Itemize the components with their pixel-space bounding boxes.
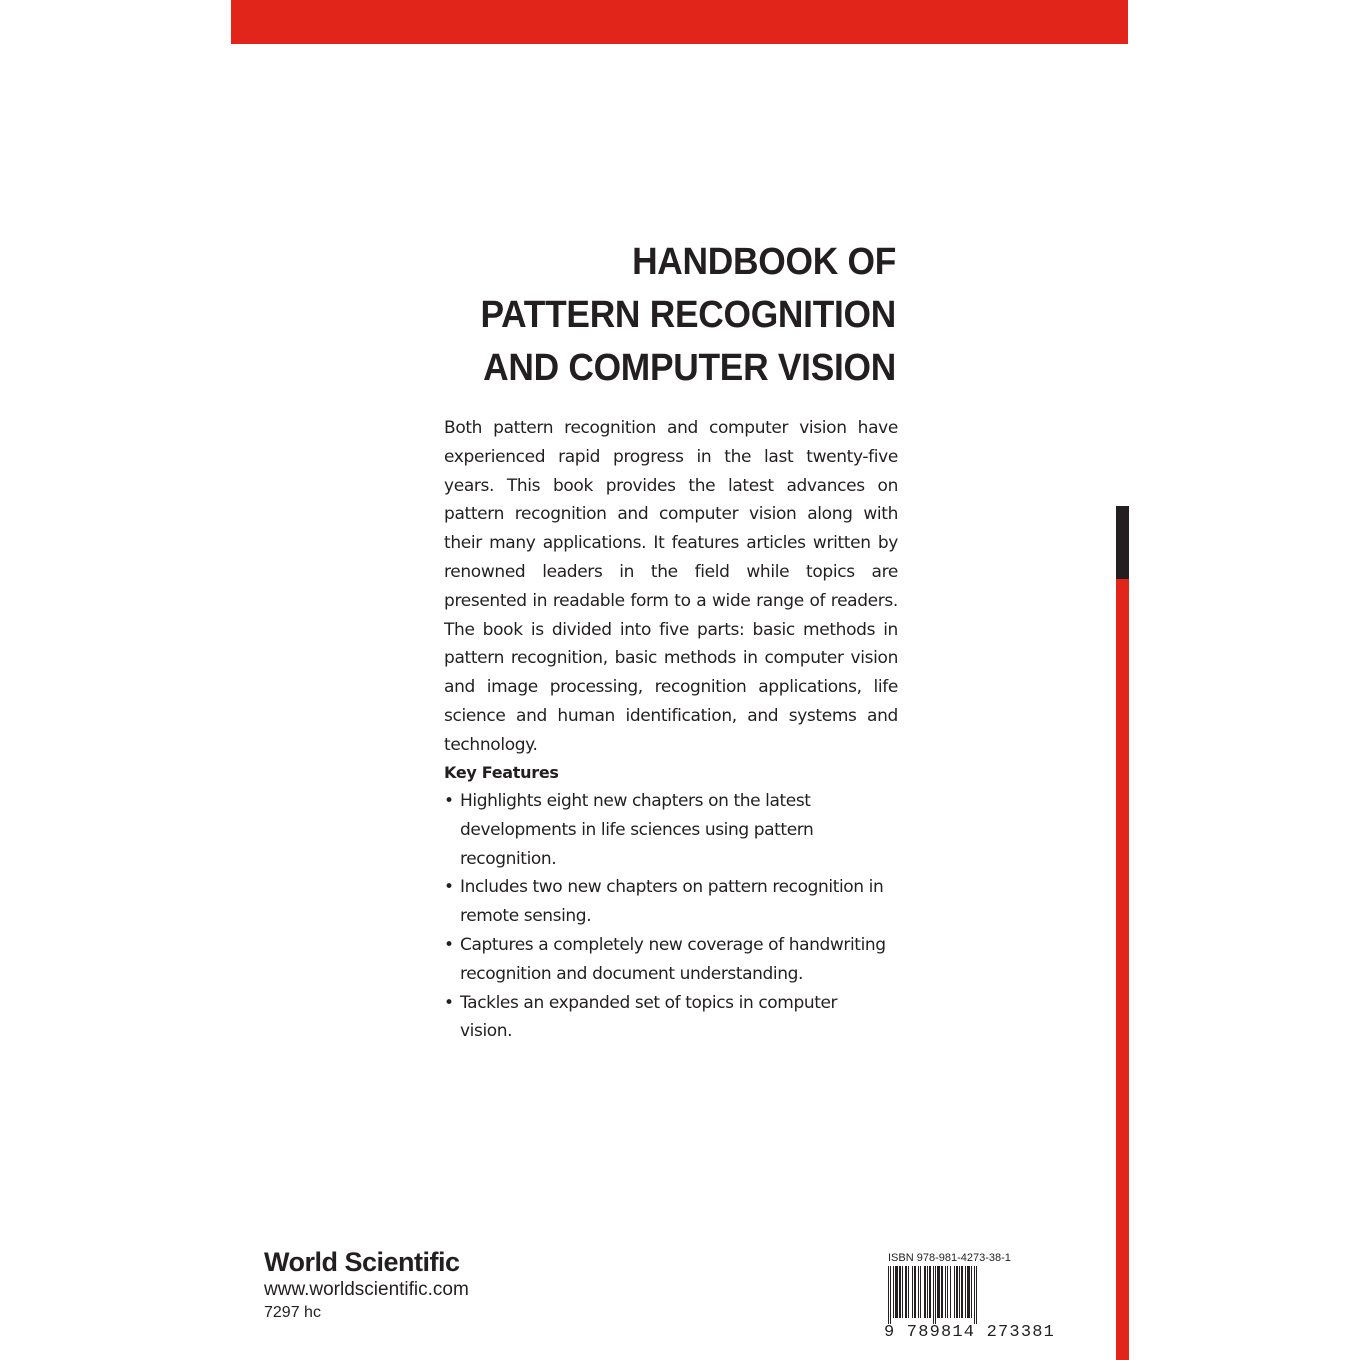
barcode-digits: 9 789814 273381: [884, 1323, 1056, 1342]
barcode-bar: [924, 1266, 926, 1318]
feature-item: [444, 873, 900, 931]
feature-text: Captures a completely new coverage of handwriting recognition and document understanding.: [460, 934, 886, 984]
feature-text: Tackles an expanded set of topics in computer vision.: [460, 992, 838, 1042]
title-line-1: HANDBOOK OF: [632, 241, 896, 283]
bullet-icon: •: [444, 791, 454, 811]
barcode-bar: [912, 1266, 913, 1318]
barcode-bar: [976, 1266, 977, 1324]
barcode-bar: [890, 1266, 891, 1324]
barcode-bar: [927, 1266, 928, 1318]
catalog-code: 7297 hc: [264, 1304, 321, 1321]
isbn-barcode: [884, 1251, 1056, 1351]
book-title: [468, 236, 896, 395]
barcode-bar: [974, 1266, 975, 1324]
barcode-bar: [941, 1266, 943, 1318]
barcode-bar: [965, 1266, 966, 1318]
barcode-bar: [933, 1266, 934, 1324]
bullet-icon: •: [444, 934, 454, 955]
publisher-website: www.worldscientific.com: [264, 1279, 469, 1300]
barcode-bar: [895, 1266, 898, 1318]
barcode-bar: [918, 1266, 919, 1318]
publisher-name: World Scientific: [264, 1247, 460, 1277]
barcode-bar: [950, 1266, 951, 1318]
barcode-bar: [899, 1266, 901, 1318]
barcode-bar: [929, 1266, 931, 1318]
barcode-bar: [920, 1266, 921, 1318]
isbn-label: ISBN 978-981-4273-38-1: [888, 1252, 1011, 1264]
barcode-bar: [971, 1266, 972, 1318]
barcode-bars: [884, 1266, 1024, 1324]
barcode-bar: [908, 1266, 909, 1318]
spine-dark-segment: [1116, 506, 1129, 579]
book-description: Both pattern recognition and computer vision have experienced rapid progress in the last twenty-five years. This book provides the latest advances on pattern recognition and computer vision along with their many applications. It features articles written by renowned leaders in the field while topics are presented in readable form to a wide range of readers. The book is divided into five parts: basic methods in pattern recognition, basic methods in computer vision and image processing, recognition applications, life science and human identification, and systems and technology.: [444, 418, 898, 755]
barcode-bar: [937, 1266, 940, 1318]
key-features-list: [444, 787, 904, 1046]
barcode-bar: [902, 1266, 903, 1318]
barcode-bar: [961, 1266, 963, 1318]
key-features-heading: Key Features: [444, 763, 559, 782]
title-line-2: PATTERN RECOGNITION: [480, 294, 896, 336]
top-red-band: [231, 0, 1128, 44]
barcode-bar: [945, 1266, 946, 1318]
feature-item: [444, 787, 880, 873]
bullet-icon: •: [444, 877, 454, 898]
title-line-3: AND COMPUTER VISION: [483, 347, 896, 389]
barcode-bar: [905, 1266, 907, 1318]
barcode-bar: [893, 1266, 894, 1318]
barcode-bar: [914, 1266, 916, 1318]
barcode-bar: [888, 1266, 889, 1324]
barcode-bar: [935, 1266, 936, 1324]
feature-item: [444, 989, 880, 1047]
barcode-bar: [959, 1266, 960, 1318]
barcode-bar: [956, 1266, 958, 1318]
barcode-bar: [954, 1266, 955, 1318]
feature-text: Highlights eight new chapters on the latest developments in life sciences using pattern recognition.: [460, 791, 814, 869]
bullet-icon: •: [444, 992, 454, 1013]
spine-red-line: [1116, 506, 1129, 1360]
barcode-bar: [967, 1266, 970, 1318]
barcode-bar: [947, 1266, 948, 1318]
feature-text: Includes two new chapters on pattern recognition in remote sensing.: [460, 877, 884, 927]
feature-item: [444, 931, 900, 989]
